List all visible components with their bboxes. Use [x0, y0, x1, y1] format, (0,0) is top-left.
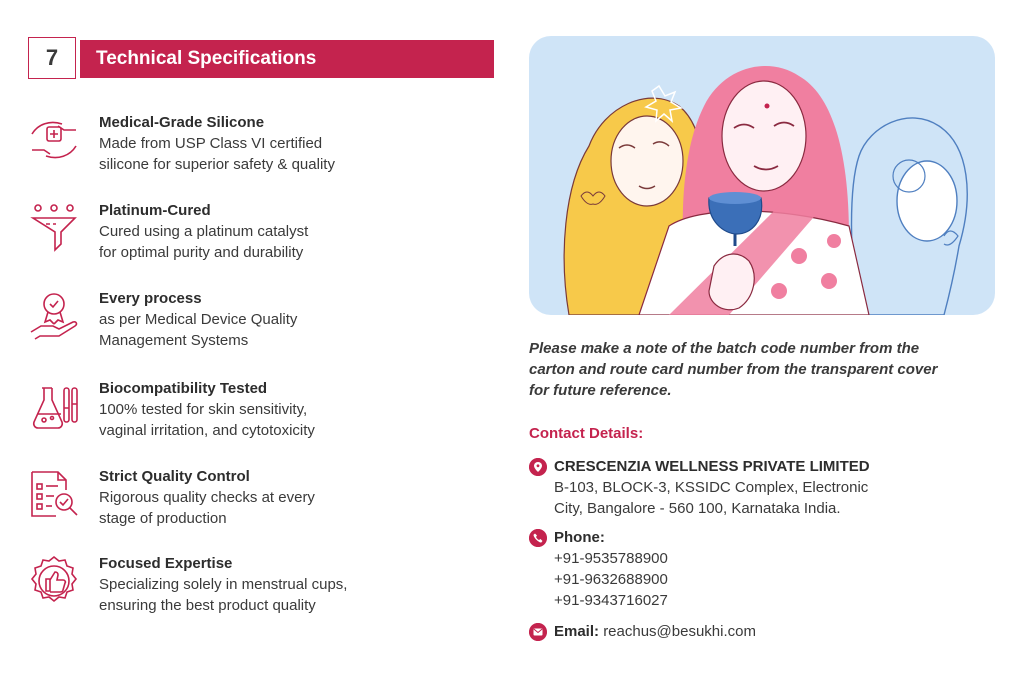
spec-title: Focused Expertise	[99, 555, 233, 572]
spec-title: Strict Quality Control	[99, 468, 250, 485]
phone-number[interactable]: +91-9343716027	[554, 592, 668, 609]
hands-medical-cross-icon	[28, 114, 80, 166]
note-line: Please make a note of the batch code number from the	[529, 340, 920, 357]
women-with-menstrual-cup-illustration	[529, 36, 995, 315]
spec-title: Medical-Grade Silicone	[99, 114, 265, 131]
thumbs-up-seal-icon	[28, 555, 80, 607]
note-line: carton and route card number from the transparent cover	[529, 361, 938, 378]
batch-code-note	[529, 338, 969, 401]
spec-item-every-process	[28, 288, 498, 368]
note-line: for future reference.	[529, 382, 672, 399]
address-line: City, Bangalore - 560 100, Karnataka India.	[554, 500, 841, 517]
spec-description-line: vaginal irritation, and cytotoxicity	[99, 422, 315, 439]
spec-description-line: 100% tested for skin sensitivity,	[99, 401, 308, 418]
phone-number[interactable]: +91-9632688900	[554, 571, 668, 588]
women-illustration	[529, 36, 995, 315]
spec-title: Platinum-Cured	[99, 202, 211, 219]
spec-description-line: as per Medical Device Quality	[99, 311, 298, 328]
phone-icon	[529, 529, 547, 547]
phone-label: Phone:	[554, 529, 605, 546]
lab-flask-tubes-icon	[28, 380, 80, 432]
company-name: CRESCENZIA WELLNESS PRIVATE LIMITED	[554, 458, 870, 475]
section-title: Technical Specifications	[80, 40, 494, 78]
address-line: B-103, BLOCK-3, KSSIDC Complex, Electronic	[554, 479, 869, 496]
spec-title: Every process	[99, 290, 202, 307]
spec-item-biocompatibility	[28, 378, 498, 458]
spec-description-line: for optimal purity and durability	[99, 244, 304, 261]
spec-description-line: ensuring the best product quality	[99, 597, 316, 614]
spec-title: Biocompatibility Tested	[99, 380, 268, 397]
email-address[interactable]: reachus@besukhi.com	[603, 623, 756, 640]
spec-item-platinum-cured	[28, 200, 498, 280]
spec-item-medical-grade-silicone	[28, 112, 498, 192]
email-icon	[529, 623, 547, 641]
spec-description-line: stage of production	[99, 510, 227, 527]
location-pin-icon	[529, 458, 547, 476]
email-label: Email:	[554, 623, 604, 640]
spec-description-line: silicone for superior safety & quality	[99, 156, 335, 173]
spec-description-line: Cured using a platinum catalyst	[99, 223, 309, 240]
hand-award-badge-icon	[28, 290, 80, 342]
spec-description-line: Specializing solely in menstrual cups,	[99, 576, 348, 593]
checklist-magnifier-icon	[28, 468, 80, 520]
section-header	[28, 37, 494, 81]
spec-description-line: Management Systems	[99, 332, 249, 349]
section-number: 7	[28, 37, 76, 79]
funnel-filter-icon	[28, 202, 80, 254]
spec-description-line: Made from USP Class VI certified	[99, 135, 323, 152]
spec-item-quality-control	[28, 466, 498, 546]
phone-number[interactable]: +91-9535788900	[554, 550, 668, 567]
spec-item-focused-expertise	[28, 553, 498, 633]
spec-description-line: Rigorous quality checks at every	[99, 489, 315, 506]
contact-heading: Contact Details:	[529, 425, 644, 442]
